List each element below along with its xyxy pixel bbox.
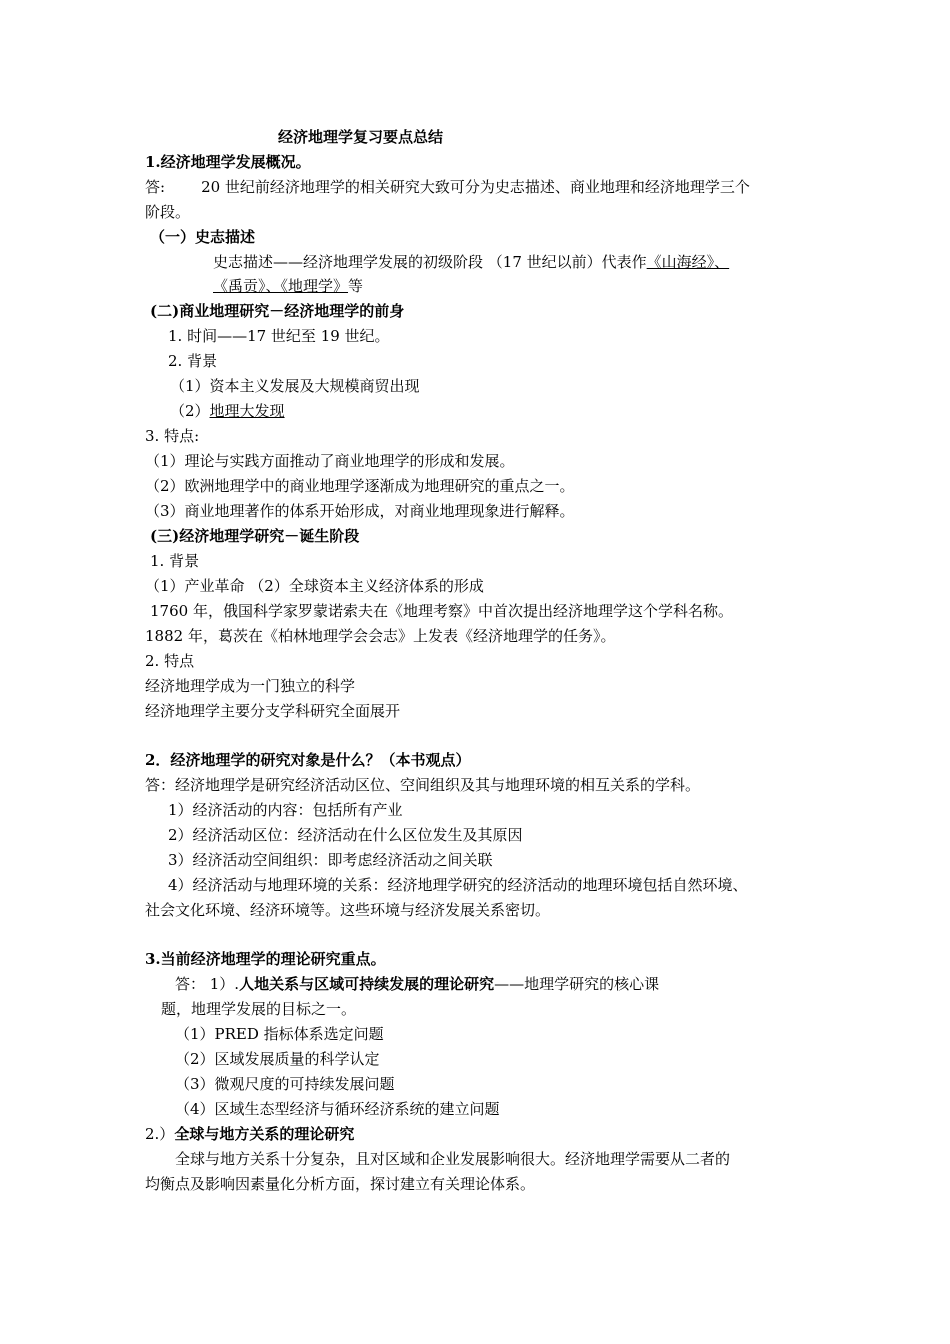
list-item: 2. 背景 [168,352,218,370]
list-item-label: （2） [170,402,210,420]
list-item: （1）资本主义发展及大规模商贸出现 [170,377,420,395]
list-item: 4）经济活动与地理环境的关系：经济地理学研究的经济活动的地理环境包括自然环境、 [168,876,748,894]
list-item: 1. 背景 [150,552,200,570]
section-3-sub-2-heading [145,1124,354,1144]
sub-heading-text: 全球与地方关系的理论研究 [174,1125,355,1143]
part-1-line-2 [213,276,363,296]
section-3-answer [175,974,659,994]
list-item: （3）微观尺度的可持续发展问题 [175,1075,395,1093]
section-3-answer-cont: 题，地理学发展的目标之一。 [161,1000,357,1018]
list-item: （1）理论与实践方面推动了商业地理学的形成和发展。 [145,452,515,470]
sub-heading-label: 2.） [145,1125,175,1143]
section-1-answer-cont: 阶段。 [145,203,191,221]
part-1-text-end: 等 [348,277,364,295]
list-item: （2）区域发展质量的科学认定 [175,1050,380,1068]
section-2-answer: 答：经济地理学是研究经济活动区位、空间组织及其与地理环境的相互关系的学科。 [145,776,701,794]
list-item: （1）PRED 指标体系选定问题 [175,1025,384,1043]
page-title: 经济地理学复习要点总结 [278,128,444,146]
answer-label: 答： 1）. [175,975,240,993]
section-3-heading: 3.当前经济地理学的理论研究重点。 [145,950,386,968]
list-item: （4）区域生态型经济与循环经济系统的建立问题 [175,1100,500,1118]
part-2-heading: (二)商业地理研究－经济地理学的前身 [150,302,405,320]
classic-works-link: 《山海经》、 [646,253,730,271]
list-item: 3）经济活动空间组织：即考虑经济活动之间关联 [168,851,493,869]
part-1-text: 史志描述——经济地理学发展的初级阶段 （17 世纪以前）代表作 [213,253,647,271]
list-item: 经济地理学主要分支学科研究全面展开 [145,702,401,720]
list-item: 1882 年，葛茨在《柏林地理学会会志》上发表《经济地理学的任务》。 [145,627,616,645]
part-3-heading: (三)经济地理学研究－诞生阶段 [150,527,360,545]
list-item [170,401,285,421]
answer-rest: ——地理学研究的核心课 [494,975,660,993]
list-item: 经济地理学成为一门独立的科学 [145,677,356,695]
section-1-answer [145,177,750,197]
paragraph-cont: 均衡点及影响因素量化分析方面，探讨建立有关理论体系。 [145,1175,536,1193]
list-item: 2. 特点 [145,652,195,670]
list-item: （2）欧洲地理学中的商业地理学逐渐成为地理研究的重点之一。 [145,477,575,495]
list-item: （3）商业地理著作的体系开始形成，对商业地理现象进行解释。 [145,502,575,520]
answer-text: 20 世纪前经济地理学的相关研究大致可分为史志描述、商业地理和经济地理学三个 [201,178,750,196]
section-1-heading: 1.经济地理学发展概况。 [145,153,311,171]
discovery-link: 地理大发现 [209,402,285,420]
list-item: 1760 年，俄国科学家罗蒙诺索夫在《地理考察》中首次提出经济地理学这个学科名称。 [150,602,733,620]
list-item: 1. 时间——17 世纪至 19 世纪。 [168,327,390,345]
list-item: 1）经济活动的内容：包括所有产业 [168,801,403,819]
list-item: （1）产业革命 （2）全球资本主义经济体系的形成 [145,577,484,595]
list-item: 2）经济活动区位：经济活动在什么区位发生及其原因 [168,826,523,844]
answer-label: 答: [145,178,166,196]
answer-key-topic: 人地关系与区域可持续发展的理论研究 [239,975,495,993]
list-item-cont: 社会文化环境、经济环境等。这些环境与经济发展关系密切。 [145,901,551,919]
classic-works-link-2: 《禹贡》、《地理学》 [213,277,349,295]
part-1-heading: （一）史志描述 [150,228,256,246]
section-2-heading: 2．经济地理学的研究对象是什么？（本书观点） [145,751,471,769]
list-item: 3. 特点: [145,427,200,445]
part-1-line-1 [213,252,729,272]
paragraph: 全球与地方关系十分复杂，且对区域和企业发展影响很大。经济地理学需要从二者的 [175,1150,731,1168]
